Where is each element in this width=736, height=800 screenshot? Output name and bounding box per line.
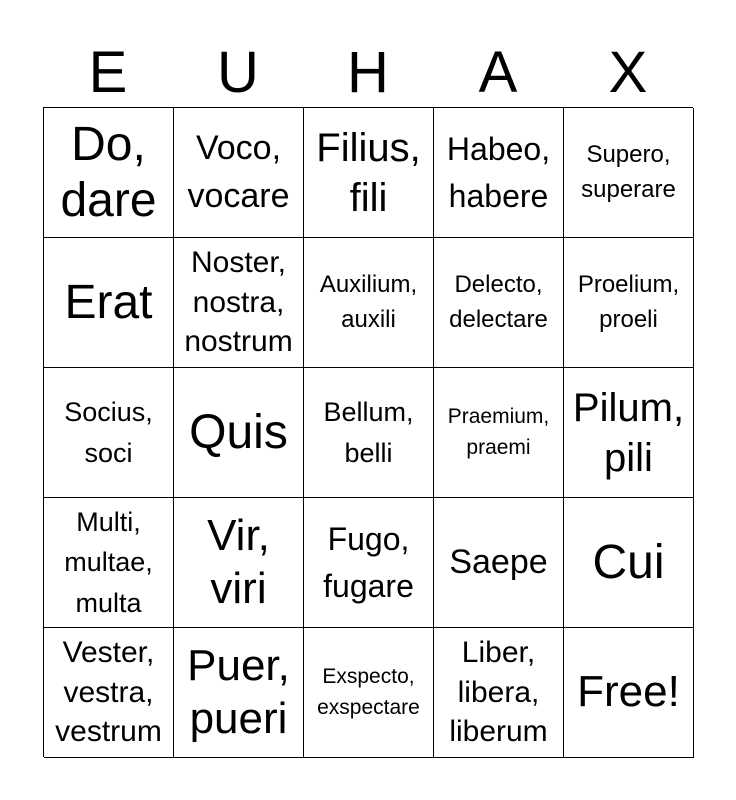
cell-label: Vester, vestra, vestrum	[55, 636, 162, 749]
bingo-cell-r0-c1[interactable]	[174, 108, 304, 238]
bingo-cell-r2-c3[interactable]	[434, 368, 564, 498]
bingo-cell-r1-c0[interactable]	[44, 238, 174, 368]
bingo-cell-r1-c1[interactable]	[174, 238, 304, 368]
cell-label: Puer, pueri	[187, 640, 290, 743]
cell-label: Noster, nostra, nostrum	[184, 246, 293, 359]
bingo-cell-r4-c1[interactable]	[174, 628, 304, 758]
cell-label: Erat	[64, 275, 153, 329]
cell-label: Cui	[592, 535, 665, 589]
bingo-cell-r1-c4[interactable]	[564, 238, 694, 368]
bingo-cell-r1-c2[interactable]	[304, 238, 434, 368]
bingo-cell-r3-c2[interactable]	[304, 498, 434, 628]
bingo-cell-r4-c4[interactable]	[564, 628, 694, 758]
cell-label: Filius, fili	[316, 125, 421, 220]
header-letter-a: A	[478, 40, 518, 105]
cell-label: Pilum, pili	[572, 385, 685, 480]
header-letter-e: E	[88, 40, 128, 105]
bingo-cell-r4-c3[interactable]	[434, 628, 564, 758]
cell-label: Habeo, habere	[446, 131, 551, 214]
cell-label: Socius, soci	[64, 397, 153, 468]
cell-label: Vir, viri	[207, 510, 270, 613]
cell-label: Liber, libera, liberum	[449, 636, 548, 749]
cell-label: Auxilium, auxili	[319, 271, 418, 333]
cell-label: Multi, multae, multa	[64, 506, 153, 618]
bingo-cell-r0-c4[interactable]	[564, 108, 694, 238]
bingo-cell-r3-c1[interactable]	[174, 498, 304, 628]
bingo-cell-r2-c1[interactable]	[174, 368, 304, 498]
cell-label: Do, dare	[60, 117, 157, 227]
bingo-cell-r3-c0[interactable]	[44, 498, 174, 628]
header-letter-h: H	[347, 40, 389, 105]
bingo-cell-r2-c2[interactable]	[304, 368, 434, 498]
bingo-cell-r0-c3[interactable]	[434, 108, 564, 238]
cell-label: Proelium, proeli	[577, 271, 680, 333]
header-letter-u: U	[217, 40, 259, 105]
header-letter-x: X	[608, 40, 648, 105]
bingo-cell-r0-c0[interactable]	[44, 108, 174, 238]
cell-label: Delecto, delectare	[449, 271, 548, 333]
cell-label: Bellum, belli	[323, 397, 414, 468]
bingo-cell-r2-c4[interactable]	[564, 368, 694, 498]
cell-label: Voco, vocare	[187, 128, 290, 215]
cell-label: Saepe	[449, 542, 548, 581]
cell-label: Quis	[189, 405, 288, 459]
bingo-cell-r4-c0[interactable]	[44, 628, 174, 758]
bingo-header	[43, 40, 693, 106]
cell-label: Free!	[577, 667, 680, 717]
bingo-cell-r3-c4[interactable]	[564, 498, 694, 628]
cell-label: Supero, superare	[581, 141, 676, 203]
bingo-cell-r2-c0[interactable]	[44, 368, 174, 498]
bingo-cell-r1-c3[interactable]	[434, 238, 564, 368]
bingo-board	[43, 107, 693, 757]
bingo-cell-r3-c3[interactable]	[434, 498, 564, 628]
bingo-cell-r4-c2[interactable]	[304, 628, 434, 758]
cell-label: Praemium, praemi	[447, 405, 550, 459]
cell-label: Exspecto, exspectare	[317, 665, 420, 719]
cell-label: Fugo, fugare	[323, 521, 414, 604]
bingo-cell-r0-c2[interactable]	[304, 108, 434, 238]
